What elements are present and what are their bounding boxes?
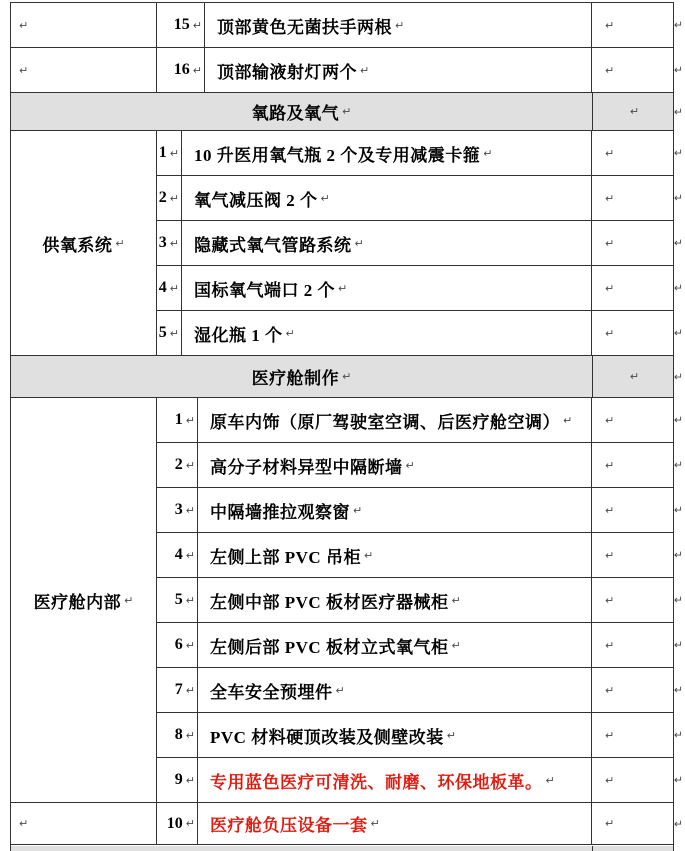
row-number: 2 (174, 456, 183, 473)
value-cell-empty (592, 443, 673, 487)
table-row (11, 48, 683, 93)
pilcrow-mark: ↵ (338, 281, 348, 295)
pilcrow-mark: ↵ (605, 458, 615, 472)
row-end-mark: ↵ (673, 236, 683, 250)
pilcrow-mark: ↵ (605, 683, 615, 697)
row-number-cell (157, 131, 182, 175)
category-label: 医疗舱内部 (33, 592, 122, 612)
item-description-cell (198, 803, 592, 844)
row-number-cell (157, 221, 182, 265)
pilcrow-mark: ↵ (353, 503, 363, 517)
row-end-mark: ↵ (673, 638, 683, 652)
value-cell-empty (592, 668, 673, 712)
pilcrow-mark: ↵ (354, 236, 364, 250)
item-text: 原车内饰（原厂驾驶室空调、后医疗舱空调） (210, 412, 560, 432)
row-number-cell (157, 713, 198, 757)
category-cell-empty (11, 48, 157, 92)
pilcrow-mark: ↵ (320, 191, 330, 205)
equipment-spec-table (10, 2, 683, 851)
pilcrow-mark: ↵ (605, 593, 615, 607)
row-number: 5 (174, 591, 183, 608)
item-description-cell (198, 578, 592, 622)
item-description-cell (205, 3, 592, 47)
table-row (157, 578, 683, 623)
item-description-cell (198, 623, 592, 667)
section-header-value-cell (593, 93, 673, 130)
pilcrow-mark: ↵ (360, 63, 370, 77)
pilcrow-mark: ↵ (363, 548, 374, 562)
row-number: 2 (158, 189, 167, 206)
category-cell (11, 131, 157, 355)
pilcrow-mark: ↵ (185, 503, 195, 517)
pilcrow-mark: ↵ (192, 63, 202, 77)
table-row (157, 311, 683, 355)
item-description-cell (198, 488, 592, 532)
pilcrow-mark: ↵ (563, 413, 573, 427)
row-number: 6 (174, 636, 183, 653)
item-text-red: 专用蓝色医疗可清洗、耐磨、环保地板革。 (210, 772, 543, 792)
row-number: 3 (174, 501, 183, 518)
value-cell-empty (592, 311, 673, 355)
row-number-cell (157, 623, 198, 667)
row-number: 1 (174, 411, 183, 428)
item-text: 国标氧气端口 2 个 (194, 280, 335, 300)
table-row (157, 131, 683, 176)
table-row (157, 398, 683, 443)
pilcrow-mark: ↵ (335, 683, 345, 697)
row-end-mark: ↵ (673, 728, 683, 742)
row-number: 4 (174, 546, 183, 563)
item-text: 左侧后部 PVC 板材立式氧气柜 (210, 637, 449, 657)
section-header-value-cell (593, 356, 673, 397)
pilcrow-mark: ↵ (605, 548, 615, 562)
row-number: 5 (158, 324, 167, 341)
pilcrow-mark: ↵ (605, 191, 615, 205)
pilcrow-mark: ↵ (605, 638, 615, 652)
section-rows (157, 398, 683, 802)
row-number-cell (157, 803, 198, 844)
item-text: 左侧上部 PVC 吊柜 (210, 547, 361, 567)
section-cabin-interior (11, 398, 683, 803)
row-end-mark: ↵ (673, 105, 683, 118)
row-number-cell (157, 488, 198, 532)
pilcrow-mark: ↵ (19, 18, 29, 32)
pilcrow-mark: ↵ (545, 773, 555, 787)
item-text: 顶部黄色无菌扶手两根 (217, 17, 392, 37)
category-cell (11, 398, 157, 802)
row-number-cell (157, 311, 182, 355)
pilcrow-mark: ↵ (19, 817, 29, 830)
pilcrow-mark: ↵ (185, 593, 195, 607)
pilcrow-mark: ↵ (605, 503, 615, 517)
row-number: 1 (158, 144, 167, 161)
item-text: 10 升医用氧气瓶 2 个及专用减震卡箍 (194, 145, 481, 165)
item-text: 氧气减压阀 2 个 (194, 190, 318, 210)
category-label: 供氧系统 (42, 235, 113, 255)
pilcrow-mark: ↵ (605, 773, 615, 787)
section-header-row-oxygen (11, 93, 683, 131)
row-end-mark: ↵ (673, 191, 683, 205)
pilcrow-mark: ↵ (370, 817, 380, 830)
item-description-cell (182, 266, 592, 310)
row-end-mark: ↵ (673, 63, 683, 77)
row-end-mark: ↵ (673, 683, 683, 697)
value-cell-empty (592, 131, 673, 175)
pilcrow-mark: ↵ (451, 638, 461, 652)
item-description-cell (182, 221, 592, 265)
table-row (157, 713, 683, 758)
item-text: 湿化瓶 1 个 (194, 325, 283, 345)
row-end-mark: ↵ (673, 773, 683, 787)
item-description-cell (182, 176, 592, 220)
row-end-mark: ↵ (673, 503, 683, 517)
section-header-title-cell (11, 846, 593, 851)
row-end-mark: ↵ (673, 281, 683, 295)
item-description-cell (198, 668, 592, 712)
pilcrow-mark: ↵ (605, 63, 615, 77)
value-cell-empty (592, 176, 673, 220)
item-text: 左侧中部 PVC 板材医疗器械柜 (210, 592, 449, 612)
pilcrow-mark: ↵ (446, 728, 456, 742)
row-number-cell (157, 398, 198, 442)
item-description-cell (198, 758, 592, 802)
pilcrow-mark: ↵ (342, 370, 352, 383)
pilcrow-mark: ↵ (124, 593, 134, 607)
item-text-red: 医疗舱负压设备一套 (210, 816, 368, 835)
row-number-cell (157, 758, 198, 802)
item-text: PVC 材料硬顶改装及侧壁改装 (210, 727, 444, 747)
table-row (157, 668, 683, 713)
item-text: 全车安全预埋件 (210, 682, 333, 702)
row-end-mark: ↵ (673, 593, 683, 607)
row-number-cell (157, 533, 198, 577)
value-cell-empty (592, 713, 673, 757)
row-end-mark: ↵ (673, 548, 683, 562)
pilcrow-mark: ↵ (285, 326, 295, 340)
pilcrow-mark: ↵ (605, 817, 615, 830)
value-cell-empty (592, 488, 673, 532)
item-description-cell (198, 713, 592, 757)
section-header-title-cell (11, 93, 593, 130)
value-cell-empty (592, 48, 673, 92)
pilcrow-mark: ↵ (192, 18, 202, 32)
table-row (157, 533, 683, 578)
pilcrow-mark: ↵ (185, 638, 195, 652)
pilcrow-mark: ↵ (185, 548, 195, 562)
pilcrow-mark: ↵ (185, 683, 195, 697)
pilcrow-mark: ↵ (605, 18, 615, 32)
row-end-mark: ↵ (673, 413, 683, 427)
pilcrow-mark: ↵ (629, 370, 640, 383)
pilcrow-mark: ↵ (405, 458, 415, 472)
section-rows (157, 131, 683, 355)
row-end-mark: ↵ (673, 326, 683, 340)
row-end-mark: ↵ (673, 370, 683, 383)
row-number: 3 (158, 234, 167, 251)
row-number-cell (157, 578, 198, 622)
pilcrow-mark: ↵ (605, 236, 615, 250)
row-number: 16 (173, 61, 190, 78)
value-cell-empty (592, 623, 673, 667)
item-text: 顶部输液射灯两个 (217, 62, 357, 82)
pilcrow-mark: ↵ (185, 817, 195, 830)
pilcrow-mark: ↵ (605, 281, 615, 295)
value-cell-empty (592, 578, 673, 622)
pilcrow-mark: ↵ (169, 326, 179, 340)
section-title: 氧路及氧气 (251, 104, 340, 123)
value-cell-empty (592, 221, 673, 265)
category-cell-empty (11, 803, 157, 844)
row-number: 7 (174, 681, 183, 698)
pilcrow-mark: ↵ (115, 236, 125, 250)
pilcrow-mark: ↵ (185, 728, 195, 742)
pilcrow-mark: ↵ (395, 18, 405, 32)
table-row-highlighted (11, 803, 683, 845)
table-row (157, 488, 683, 533)
value-cell-empty (592, 803, 673, 844)
row-number: 15 (173, 16, 190, 33)
pilcrow-mark: ↵ (342, 105, 352, 118)
section-oxygen-supply (11, 131, 683, 356)
item-text: 中隔墙推拉观察窗 (210, 502, 350, 522)
pilcrow-mark: ↵ (19, 63, 29, 77)
row-number-cell (157, 443, 198, 487)
row-number: 10 (166, 814, 183, 832)
value-cell-empty (592, 758, 673, 802)
row-number-cell (157, 176, 182, 220)
value-cell-empty (592, 398, 673, 442)
table-row-highlighted (157, 758, 683, 802)
table-row (157, 623, 683, 668)
row-number: 4 (158, 279, 167, 296)
pilcrow-mark: ↵ (169, 191, 179, 205)
item-text: 高分子材料异型中隔断墙 (210, 457, 403, 477)
item-description-cell (198, 533, 592, 577)
section-header-row-cabin (11, 356, 683, 398)
section-header-value-cell (593, 846, 673, 851)
table-row (11, 3, 683, 48)
pilcrow-mark: ↵ (605, 728, 615, 742)
table-row (157, 266, 683, 311)
row-number-cell (157, 266, 182, 310)
pilcrow-mark: ↵ (605, 413, 615, 427)
item-description-cell (198, 443, 592, 487)
pilcrow-mark: ↵ (169, 236, 179, 250)
item-description-cell (205, 48, 592, 92)
value-cell-empty (592, 3, 673, 47)
row-number-cell (157, 48, 205, 92)
table-row (157, 221, 683, 266)
section-title: 医疗舱制作 (251, 369, 340, 388)
pilcrow-mark: ↵ (605, 326, 615, 340)
row-end-mark: ↵ (673, 146, 683, 160)
table-row (157, 176, 683, 221)
row-end-mark: ↵ (673, 458, 683, 472)
pilcrow-mark: ↵ (629, 105, 640, 118)
pilcrow-mark: ↵ (169, 146, 179, 160)
pilcrow-mark: ↵ (169, 281, 179, 295)
value-cell-empty (592, 533, 673, 577)
item-description-cell (182, 131, 592, 175)
item-text: 隐藏式氧气管路系统 (194, 235, 352, 255)
pilcrow-mark: ↵ (483, 146, 493, 160)
category-cell-empty (11, 3, 157, 47)
row-number-cell (157, 668, 198, 712)
row-end-mark: ↵ (673, 817, 683, 830)
pilcrow-mark: ↵ (185, 773, 195, 787)
pilcrow-mark: ↵ (185, 413, 195, 427)
table-row (157, 443, 683, 488)
row-number-cell (157, 3, 205, 47)
row-number: 9 (174, 771, 183, 788)
pilcrow-mark: ↵ (185, 458, 195, 472)
pilcrow-mark: ↵ (451, 593, 461, 607)
pilcrow-mark: ↵ (605, 146, 615, 160)
value-cell-empty (592, 266, 673, 310)
item-description-cell (182, 311, 592, 355)
next-section-header-partial (11, 846, 673, 851)
item-description-cell (198, 398, 592, 442)
row-number: 8 (174, 726, 183, 743)
row-end-mark: ↵ (673, 18, 683, 32)
section-header-title-cell (11, 356, 593, 397)
